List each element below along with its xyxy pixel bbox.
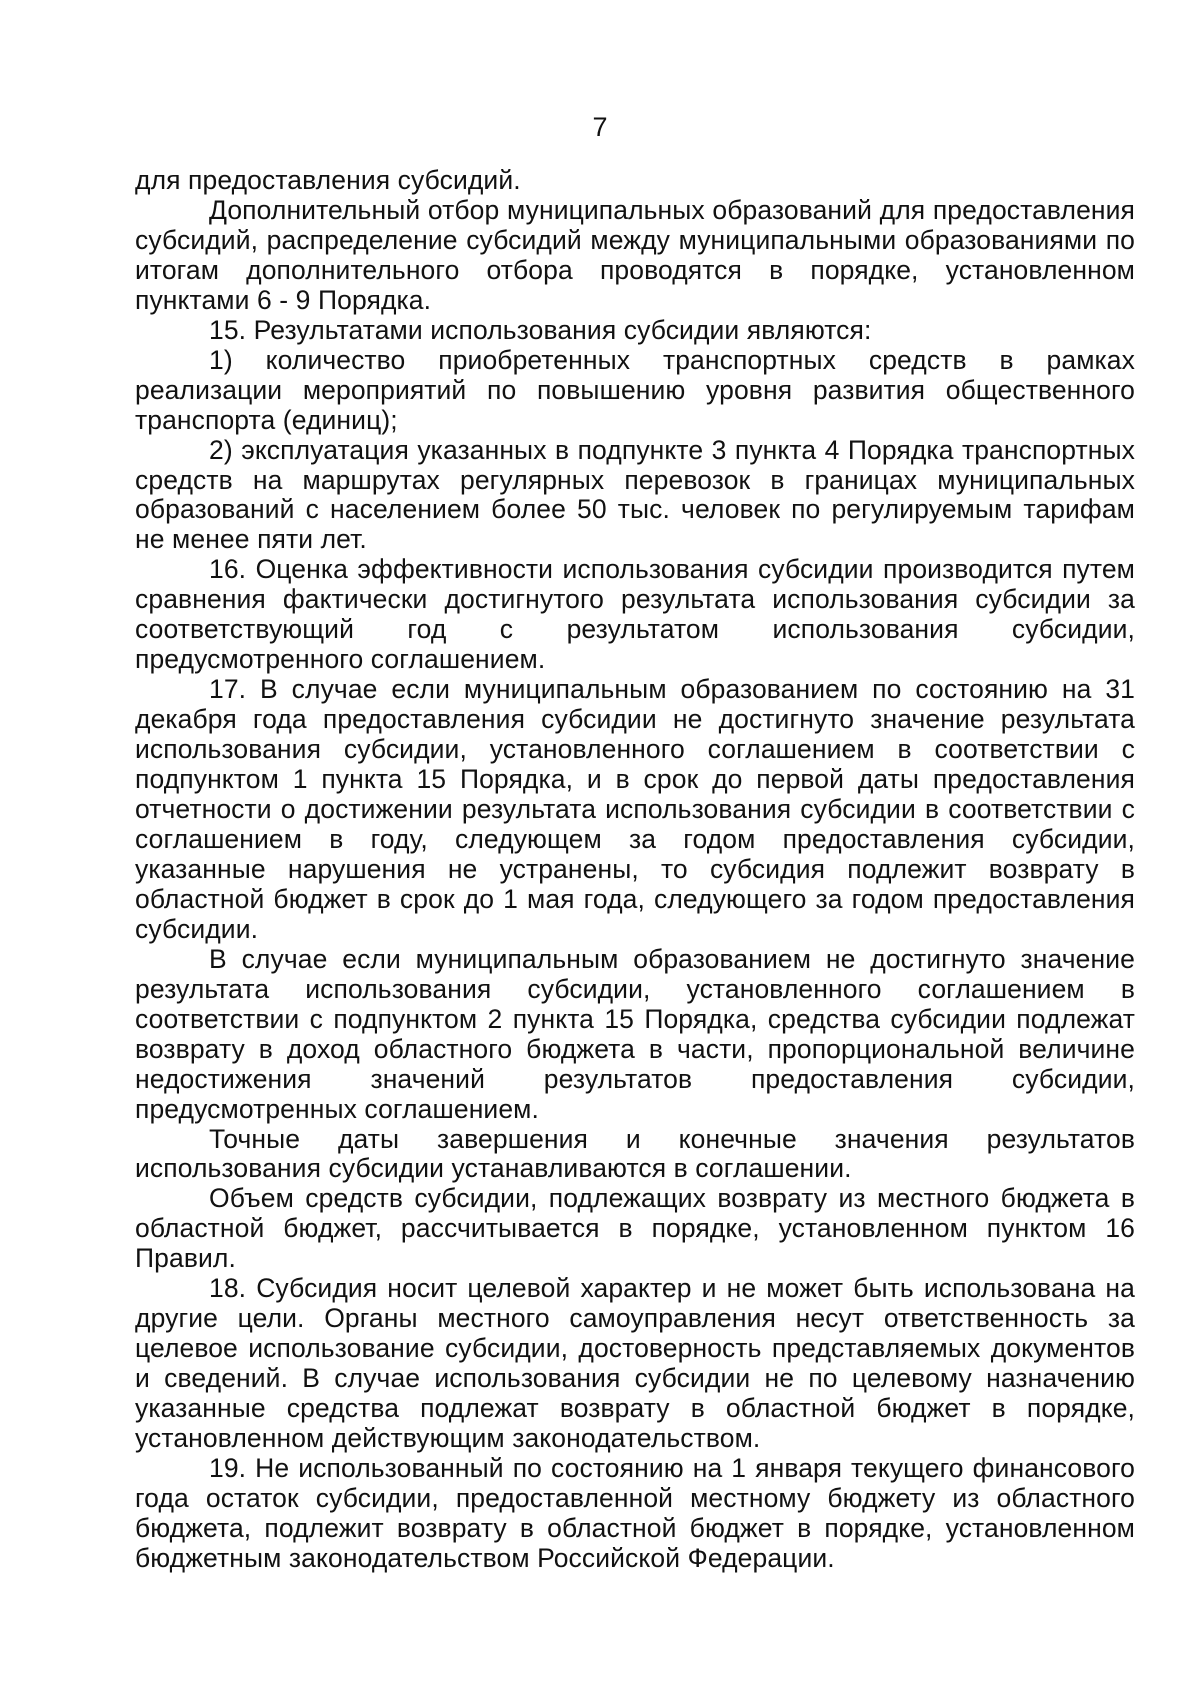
paragraph-additional-selection: Дополнительный отбор муниципальных образований для предоставления субсидий, распределение субсидий между муниципальными образованиями по итогам дополнительного отбора проводятся в порядке, установленном пунктами 6 - 9 Порядка. <box>135 194 1135 315</box>
paragraph-item-18: 18. Субсидия носит целевой характер и не может быть использована на другие цели. Органы местного самоуправления несут ответственность за целевое использование субсидии, достоверность представляемых документов и сведений. В случае использования субсидии не по целевому назначению указанные средства подлежат возврату в областной бюджет в порядке, установленном действующим законодательством. <box>135 1273 1135 1454</box>
paragraph-item-15: 15. Результатами использования субсидии являются: <box>209 314 872 345</box>
paragraph-item-17-volume: Объем средств субсидии, подлежащих возврату из местного бюджета в областной бюджет, рассчитывается в порядке, установленном пунктом 16 Правил. <box>135 1183 1135 1274</box>
paragraph-item-19: 19. Не использованный по состоянию на 1 января текущего финансового года остаток субсидии, предоставленной местному бюджету из областного бюджета, подлежит возврату в областной бюджет в порядке, установленном бюджетным законодательством Российской Федерации. <box>135 1452 1135 1573</box>
paragraph-item-17: 17. В случае если муниципальным образованием по состоянию на 31 декабря года предоставления субсидии не достигнуто значение результата использования субсидии, установленного соглашением в соответствии с подпунктом 1 пункта 15 Порядка, и в срок до первой даты предоставления отчетности о достижении результата использования субсидии в соответствии с соглашением в году, следующем за годом предоставления субсидии, указанные нарушения не устранены, то субсидия подлежит возврату в областной бюджет в срок до 1 мая года, следующего за годом предоставления субсидии. <box>135 674 1135 944</box>
page-number: 7 <box>592 112 608 142</box>
paragraph-item-15-2: 2) эксплуатация указанных в подпункте 3 пункта 4 Порядка транспортных средств на маршрутах регулярных перевозок в границах муниципальных образований с населением более 50 тыс. человек по регулируемым тарифам не менее пяти лет. <box>135 434 1135 555</box>
paragraph-continuation: для предоставления субсидий. <box>135 165 521 195</box>
paragraph-item-17-case-2: В случае если муниципальным образованием не достигнуто значение результата использования субсидии, установленного соглашением в соответствии с подпунктом 2 пункта 15 Порядка, средства субсидии подлежат возврату в доход областного бюджета в части, пропорциональной величине недостижения значений результатов предоставления субсидии, предусмотренных соглашением. <box>135 943 1135 1124</box>
document-body <box>135 166 1135 1574</box>
paragraph-item-17-dates: Точные даты завершения и конечные значения результатов использования субсидии устанавливаются в соглашении. <box>135 1123 1135 1184</box>
paragraph-item-15-1: 1) количество приобретенных транспортных средств в рамках реализации мероприятий по повышению уровня развития общественного транспорта (единиц); <box>135 344 1135 435</box>
paragraph-item-16: 16. Оценка эффективности использования субсидии производится путем сравнения фактически достигнутого результата использования субсидии за соответствующий год с результатом использования субсидии, предусмотренного соглашением. <box>135 554 1135 675</box>
